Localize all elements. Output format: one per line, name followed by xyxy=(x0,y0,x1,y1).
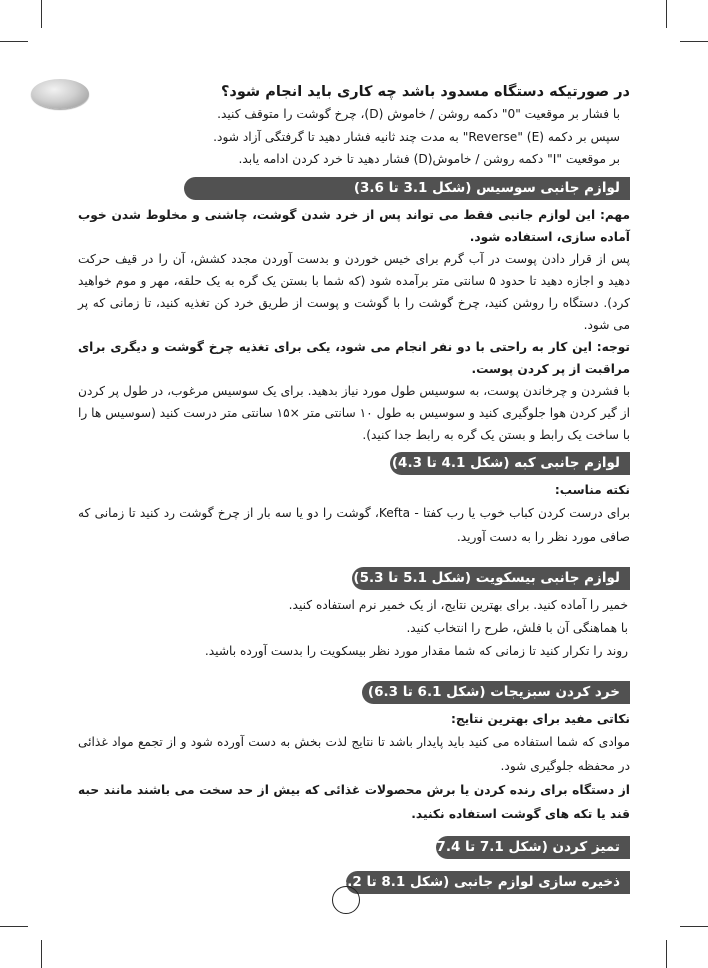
page-number-circle-icon xyxy=(332,886,360,914)
crop-mark xyxy=(0,926,28,927)
tip-title: نکته مناسب: xyxy=(554,482,630,497)
section-sausage xyxy=(78,204,630,446)
sausage-paragraph: پس از قرار دادن پوست در آب گرم برای خیس خوردن و بدست آوردن مجدد کشش، آن را در قیف حرکت دهید و اجازه دهید تا حدود ۵ سانتی متر برآمده شود (که شما با بستن یک گره به یک حلقه، مهر و موم خواهید کرد). دستگاه را روشن کنید، چرخ گوشت را با گوشت و پوست از طریق خرد کن تغذیه کنید، تا زمانی که پر می شود. xyxy=(78,251,631,332)
caution-note: توجه: این کار به راحتی با دو نفر انجام می شود، یکی برای تغذیه چرخ گوشت و دیگری برای مراقبت از پر کردن پوست. xyxy=(78,339,630,376)
section-biscuit xyxy=(78,594,630,663)
biscuit-step: خمیر را آماده کنید. برای بهترین نتایج، از یک خمیر نرم استفاده کنید. xyxy=(288,597,628,612)
question-step: بر موقعیت "I" دکمه روشن / خاموش(D) فشار دهید تا خرد کردن ادامه یابد. xyxy=(238,152,620,166)
tip-text: برای درست کردن کباب خوب یا رب کفتا - Kefta، گوشت را دو یا سه بار از چرخ گوشت رد کنید تا زمانی که صافی مورد نظر را به دست آورید. xyxy=(78,505,630,544)
sausage-paragraph: با فشردن و چرخاندن پوست، به سوسیس طول مورد نیاز بدهید. برای یک سوسیس مرغوب، در طول پر کردن از گیر کردن هوا جلوگیری کنید و سوسیس به طول ۱۰ سانتی متر ×۱۵ سانتی متر درست کنید (سوسیس ها را با ساخت یک رابط و بستن یک گره به رابط جدا کنید). xyxy=(78,383,630,442)
section-header-sausage xyxy=(78,177,630,200)
crop-mark xyxy=(666,940,667,968)
crop-mark xyxy=(680,41,708,42)
crop-mark xyxy=(680,926,708,927)
crop-mark xyxy=(41,940,42,968)
crop-mark xyxy=(666,0,667,28)
section-header-label: خرد کردن سبزیجات (شکل 6.1 تا 6.3) xyxy=(362,681,630,704)
question-steps xyxy=(78,103,630,171)
section-header-label: ذخیره سازی لوازم جانبی (شکل 8.1 تا 8.2) xyxy=(346,871,630,894)
section-vegetables xyxy=(78,708,630,826)
biscuit-step: روند را تکرار کنید تا زمانی که شما مقدار مورد نظر بیسکویت را بدست آورده باشید. xyxy=(204,643,628,658)
section-header-biscuit xyxy=(78,567,630,590)
section-header-cleaning xyxy=(78,836,630,859)
tips-title: نکاتی مفید برای بهترین نتایج: xyxy=(450,711,630,726)
warning-note: از دستگاه برای رنده کردن یا برش محصولات غذائی که بیش از حد سخت می باشند مانند حبه قند یا تکه های گوشت استفاده نکنید. xyxy=(78,782,630,821)
section-header-vegetables xyxy=(78,681,630,704)
section-kebbe xyxy=(78,479,630,549)
page-content xyxy=(78,84,630,898)
crop-mark xyxy=(41,0,42,28)
section-header-label: لوازم جانبی سوسیس (شکل 3.1 تا 3.6) xyxy=(184,177,630,200)
question-step: با فشار بر موقعیت "0" دکمه روشن / خاموش (D)، چرخ گوشت را متوقف کنید. xyxy=(217,107,620,121)
section-header-label: تمیز کردن (شکل 7.1 تا 7.4) xyxy=(436,836,630,859)
section-header-kebbe xyxy=(78,452,630,475)
question-title: در صورتیکه دستگاه مسدود باشد چه کاری باید انجام شود؟ xyxy=(220,84,630,100)
crop-mark xyxy=(0,41,28,42)
important-note: مهم: این لوازم جانبی فقط می تواند پس از خرد شدن گوشت، چاشنی و مخلوط شدن خوب آماده سازی، استفاده شود. xyxy=(78,207,630,244)
section-header-label: لوازم جانبی بیسکویت (شکل 5.1 تا 5.3) xyxy=(352,567,630,590)
section-header-label: لوازم جانبی کبه (شکل 4.1 تا 4.3) xyxy=(390,452,630,475)
question-step: سپس بر دکمه (E) "Reverse" به مدت چند ثانیه فشار دهید تا گرفتگی آزاد شود. xyxy=(213,129,620,144)
tips-text: موادی که شما استفاده می کنید باید پایدار باشد تا نتایج لذت بخش به دست آورده شود و از تجمع مواد غذائی در محفظه جلوگیری شود. xyxy=(78,734,630,773)
biscuit-step: با هماهنگی آن با فلش، طرح را انتخاب کنید. xyxy=(406,620,628,635)
